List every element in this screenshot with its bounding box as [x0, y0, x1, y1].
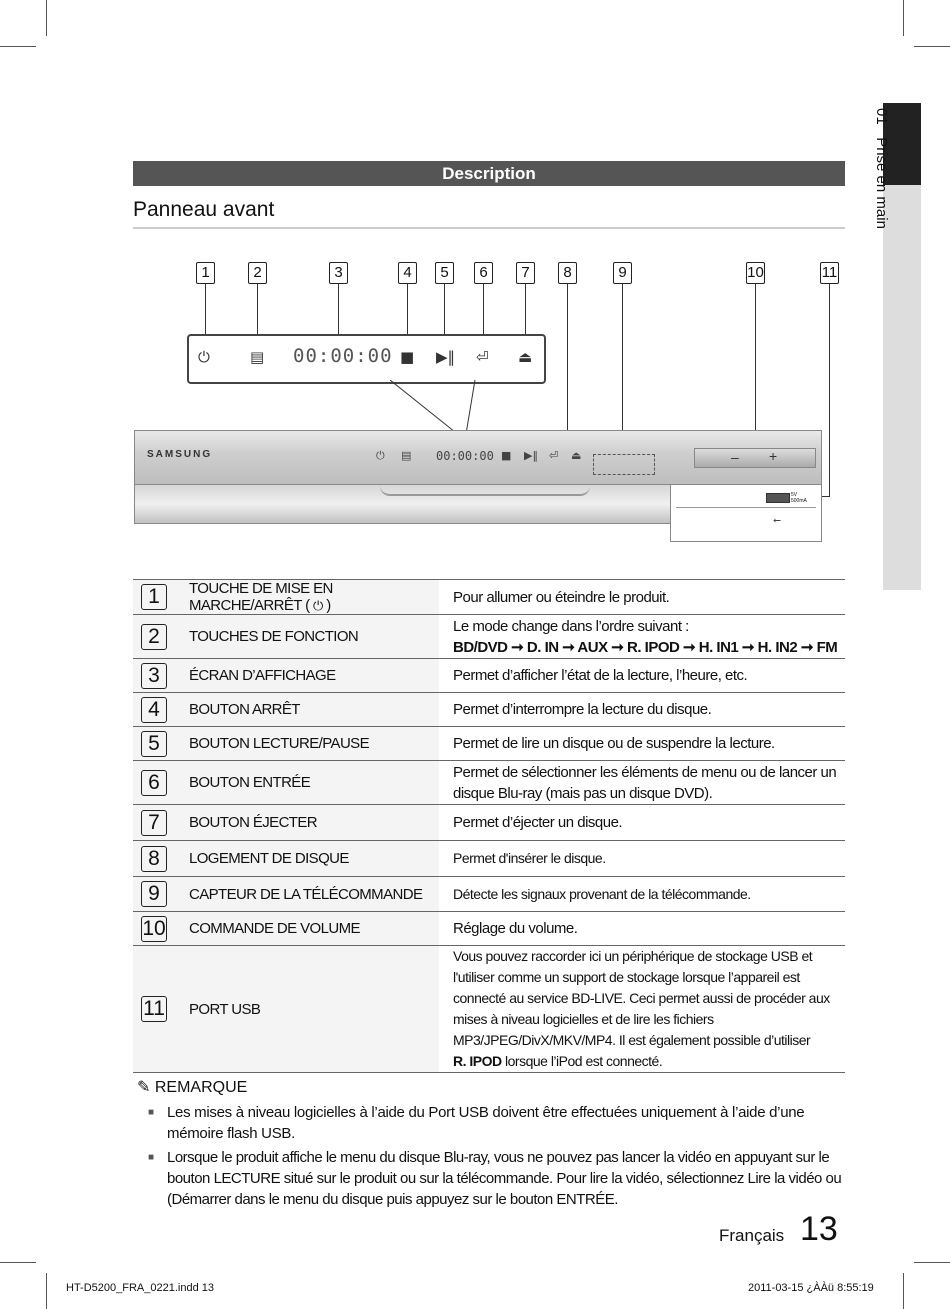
enter-icon: ⏎: [476, 348, 489, 366]
volume-minus: –: [731, 449, 739, 465]
component-name: BOUTON LECTURE/PAUSE: [175, 727, 439, 761]
component-name: LOGEMENT DE DISQUE: [175, 841, 439, 877]
callout-11: 11: [820, 262, 839, 284]
crop-mark: [903, 1273, 904, 1309]
display-readout: 00:00:00: [293, 345, 393, 367]
table-row: [133, 841, 845, 877]
row-number: 5: [141, 731, 167, 757]
function-order: BD/DVD ➞ D. IN ➞ AUX ➞ R. IPOD ➞ H. IN1 ➞ H. IN2 ➞ FM: [453, 638, 838, 656]
row-number: 7: [141, 810, 167, 836]
pencil-icon: ✎: [137, 1077, 151, 1096]
component-description: Permet de lire un disque ou de suspendre la lecture.: [439, 727, 845, 761]
component-description: Vous pouvez raccorder ici un périphérique de stockage USB et l'utiliser comme un support de stockage lorsque l’appareil est connecté au service BD-LIVE. Ceci permet aussi de procéder aux mises à niveau logicielles et de lire les fichiers MP3/JPEG/DivX/MKV/MP4. Il est également possible d’utiliser: [453, 948, 830, 1048]
callout-4: 4: [398, 262, 417, 284]
component-name-suffix: ): [326, 597, 331, 614]
stop-icon: ■: [400, 348, 415, 366]
row-number: 1: [141, 584, 167, 610]
row-number: 10: [142, 916, 166, 940]
callout-8: 8: [558, 262, 577, 284]
disc-slot: [380, 486, 590, 496]
eject-icon: ⏏: [518, 348, 533, 366]
callout-2: 2: [248, 262, 267, 284]
eject-icon: ⏏: [571, 449, 582, 462]
note-text: Lorsque le produit affiche le menu du disque Blu-ray, vous ne pouvez pas lancer la vidéo en appuyant sur le bouton: [167, 1149, 830, 1187]
page-number: 13: [800, 1210, 838, 1248]
section-heading: Description: [133, 161, 845, 186]
callout-9: 9: [613, 262, 632, 284]
usb-door-edge: [676, 507, 816, 518]
crop-mark: [0, 1262, 36, 1263]
table-row: [133, 877, 845, 912]
language-label: Français: [719, 1226, 785, 1245]
component-name: TOUCHE DE MISE EN MARCHE/ARRÊT (: [189, 580, 333, 614]
power-icon: ⏻: [198, 348, 210, 366]
component-name: COMMANDE DE VOLUME: [175, 912, 439, 946]
volume-plus: +: [769, 448, 778, 464]
row-number: 3: [141, 663, 167, 689]
brand-logo: SAMSUNG: [147, 449, 213, 460]
component-description: Permet d'insérer le disque.: [439, 841, 845, 877]
bullet-icon: ■: [148, 1107, 155, 1118]
crop-mark: [914, 46, 950, 47]
stop-icon: ■: [501, 449, 512, 462]
component-name: BOUTON ENTRÉE: [175, 761, 439, 805]
chapter-title: Prise en main: [873, 137, 890, 229]
leader-line: [829, 284, 830, 496]
table-row: [133, 805, 845, 841]
callout-7: 7: [516, 262, 535, 284]
row-number: 11: [141, 996, 167, 1022]
table-row: [133, 912, 845, 946]
table-row: [133, 693, 845, 727]
callout-5: 5: [435, 262, 454, 284]
component-description-end: lorsque l’iPod est connecté.: [501, 1053, 663, 1069]
component-description: Détecte les signaux provenant de la télécommande.: [439, 877, 845, 912]
note-heading-label: REMARQUE: [154, 1079, 248, 1096]
note-heading: [137, 1077, 247, 1097]
page-title: Panneau avant: [133, 198, 275, 221]
note-item: Les mises à niveau logicielles à l’aide du Port USB doivent être effectuées uniquement à l’aide d’une mémoire flash USB.: [167, 1104, 805, 1142]
play-pause-icon: ▶‖: [436, 348, 456, 366]
crop-mark: [903, 0, 904, 36]
power-icon: ⏻: [376, 449, 385, 462]
note-emphasis: ENTRÉE: [556, 1191, 615, 1208]
note-item: [167, 1147, 847, 1210]
component-name: TOUCHES DE FONCTION: [175, 615, 439, 659]
callout-10: 10: [746, 262, 765, 284]
crop-mark: [46, 1273, 47, 1309]
leader-line: [755, 284, 756, 448]
row-number: 8: [141, 846, 167, 872]
device-display: 00:00:00: [436, 449, 494, 463]
chapter-label: [850, 108, 890, 308]
component-table: [133, 579, 845, 1073]
row-number: 2: [141, 624, 167, 650]
enter-icon: ⏎: [549, 449, 559, 462]
component-name: BOUTON ÉJECTER: [175, 805, 439, 841]
power-icon: ⏻: [309, 599, 327, 614]
row-number: 9: [141, 881, 167, 907]
callout-3: 3: [329, 262, 348, 284]
usb-rating: 5V 500mA: [791, 492, 807, 504]
component-name: ÉCRAN D’AFFICHAGE: [175, 659, 439, 693]
play-pause-icon: ▶‖: [524, 449, 538, 462]
usb-icon: ⭠: [773, 515, 781, 526]
table-row: [133, 727, 845, 761]
component-description: Permet d’interrompre la lecture du disque.: [439, 693, 845, 727]
usb-port: [766, 493, 790, 503]
function-icon: ▤: [401, 449, 412, 462]
bullet-icon: ■: [148, 1152, 155, 1163]
component-description: Permet d’afficher l’état de la lecture, l’heure, etc.: [439, 659, 845, 693]
chapter-number: 01: [873, 108, 890, 125]
remote-sensor: [593, 454, 655, 475]
component-description: Permet d’éjecter un disque.: [439, 805, 845, 841]
table-row: [133, 615, 845, 659]
crop-mark: [914, 1262, 950, 1263]
component-name: PORT USB: [175, 946, 439, 1073]
table-row: [133, 946, 845, 1073]
component-description: Permet de sélectionner les éléments de menu ou de lancer un disque Blu-ray (mais pas un disque DVD).: [439, 761, 845, 805]
note-text: situé sur le produit ou sur la télécommande. Pour lire la vidéo, sélectionnez Lire la vidéo ou (Démarrer dans le menu du disque puis appuyez sur le bouton: [167, 1170, 842, 1208]
table-row: [133, 761, 845, 805]
print-timestamp: 2011-03-15 ¿ÀÀü 8:55:19: [748, 1282, 874, 1294]
table-row: [133, 659, 845, 693]
note-emphasis: LECTURE: [213, 1170, 281, 1187]
component-description: Réglage du volume.: [439, 912, 845, 946]
note-text: .: [614, 1191, 618, 1208]
file-slug: HT-D5200_FRA_0221.indd 13: [66, 1282, 214, 1294]
component-description: Pour allumer ou éteindre le produit.: [439, 580, 845, 615]
leader-line: [622, 284, 623, 454]
component-name: CAPTEUR DE LA TÉLÉCOMMANDE: [175, 877, 439, 912]
ipod-label: R. IPOD: [453, 1053, 502, 1069]
component-description: Le mode change dans l’ordre suivant :: [453, 617, 689, 635]
crop-mark: [0, 46, 36, 47]
crop-mark: [46, 0, 47, 36]
component-name: BOUTON ARRÊT: [175, 693, 439, 727]
row-number: 6: [141, 770, 167, 796]
volume-control: [694, 448, 816, 468]
row-number: 4: [141, 697, 167, 723]
title-divider: [133, 227, 845, 229]
callout-1: 1: [196, 262, 215, 284]
table-row: [133, 580, 845, 615]
callout-6: 6: [474, 262, 493, 284]
function-icon: ▤: [250, 348, 265, 366]
